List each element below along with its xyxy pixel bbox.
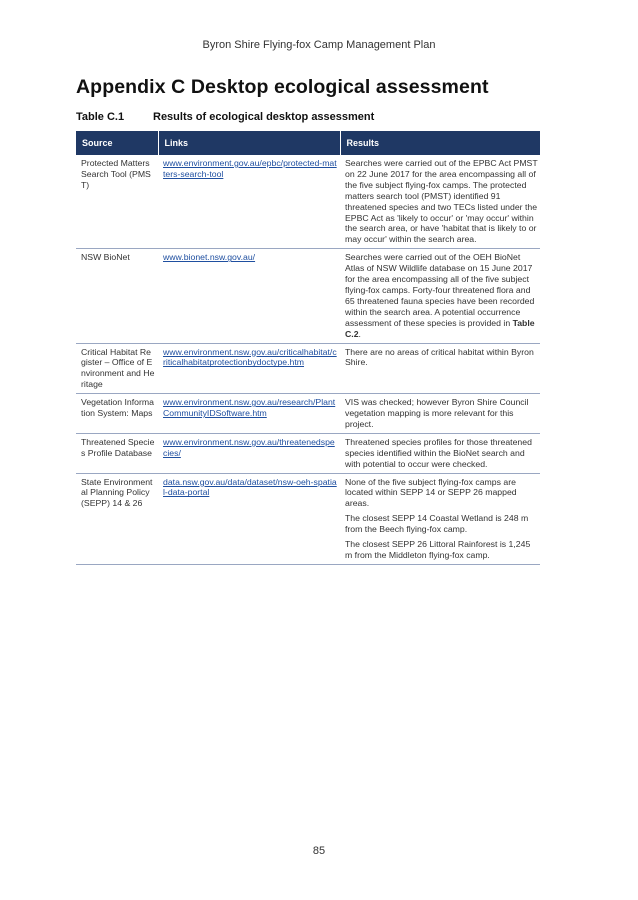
results-paragraph: Searches were carried out of the EPBC Act PMST on 22 June 2017 for the area encompassing all of the five subject flying-fox camps. The protected matters search tool (PMST) identified 91 threatened species and two TECs listed under the EPBC Act as 'likely to occur' or 'may occur' within the search area, or have 'habitat that is likely to or may occur' within the search area. bbox=[345, 158, 538, 245]
source-cell: NSW BioNet bbox=[76, 249, 158, 343]
results-cell bbox=[340, 394, 540, 434]
link-cell bbox=[158, 249, 340, 343]
link-cell bbox=[158, 394, 340, 434]
results-cell bbox=[340, 155, 540, 249]
table-row bbox=[76, 155, 540, 249]
results-text: Searches were carried out of the OEH BioNet Atlas of NSW Wildlife database on 15 June 2017 for the area encompassing all of the five subject flying-fox camps. Forty-four threatened flora and 65 threatened fauna species have been recorded within the search area. A potential occurrence assessment of these species is provided in bbox=[345, 252, 535, 328]
results-cell bbox=[340, 433, 540, 473]
table-row bbox=[76, 394, 540, 434]
link-cell bbox=[158, 473, 340, 564]
source-link[interactable]: www.environment.gov.au/epbc/protected-matters-search-tool bbox=[163, 158, 337, 179]
table-caption-title: Results of ecological desktop assessment bbox=[153, 111, 375, 123]
source-link[interactable]: www.bionet.nsw.gov.au/ bbox=[163, 252, 256, 263]
results-cell bbox=[340, 473, 540, 564]
table-row bbox=[76, 473, 540, 564]
source-cell: Protected Matters Search Tool (PMST) bbox=[76, 155, 158, 249]
link-cell bbox=[158, 433, 340, 473]
source-cell: Critical Habitat Register – Office of Environment and Heritage bbox=[76, 343, 158, 394]
source-cell: Threatened Species Profile Database bbox=[76, 433, 158, 473]
link-cell bbox=[158, 155, 340, 249]
table-header-row bbox=[76, 131, 540, 155]
results-table bbox=[76, 131, 540, 565]
appendix-title: Appendix C Desktop ecological assessment bbox=[76, 76, 489, 98]
results-cell bbox=[340, 249, 540, 343]
results-paragraph: None of the five subject flying-fox camps are located within SEPP 14 or SEPP 26 mapped areas. bbox=[345, 476, 517, 509]
results-cell bbox=[340, 343, 540, 394]
table-row bbox=[76, 433, 540, 473]
results-paragraph bbox=[345, 252, 538, 339]
results-paragraph: The closest SEPP 14 Coastal Wetland is 248 m from the Beech flying-fox camp. bbox=[345, 513, 529, 535]
table-caption-number: Table C.1 bbox=[76, 111, 125, 123]
column-header-source: Source bbox=[76, 131, 158, 155]
source-cell: State Environmental Planning Policy (SEPP) 14 & 26 bbox=[76, 473, 158, 564]
column-header-links: Links bbox=[158, 131, 340, 155]
table-row bbox=[76, 249, 540, 343]
column-header-results: Results bbox=[340, 131, 540, 155]
table-reference[interactable]: Table C.2 bbox=[345, 317, 535, 339]
source-cell: Vegetation Information System: Maps bbox=[76, 394, 158, 434]
results-paragraph: VIS was checked; however Byron Shire Council vegetation mapping is more relevant for this project. bbox=[345, 397, 529, 429]
results-paragraph: The closest SEPP 26 Littoral Rainforest is 1,245 m from the Middleton flying-fox camp. bbox=[345, 539, 531, 560]
source-link[interactable]: data.nsw.gov.au/data/dataset/nsw-oeh-spatial-data-portal bbox=[163, 476, 337, 498]
table-row bbox=[76, 343, 540, 394]
table-caption bbox=[76, 111, 374, 123]
results-text-end: . bbox=[358, 328, 361, 339]
results-paragraph: Threatened species profiles for those threatened species identified within the BioNet search and with potential to occur were checked. bbox=[345, 436, 532, 469]
page-number: 85 bbox=[312, 845, 326, 857]
running-header: Byron Shire Flying-fox Camp Management Plan bbox=[202, 39, 436, 51]
link-cell bbox=[158, 343, 340, 394]
source-link[interactable]: www.environment.nsw.gov.au/threatenedspecies/ bbox=[163, 436, 335, 458]
source-link[interactable]: www.environment.nsw.gov.au/criticalhabitat/criticalhabitatprotectionbydoctype.htm bbox=[163, 346, 337, 368]
results-paragraph: There are no areas of critical habitat within Byron Shire. bbox=[345, 346, 534, 368]
source-link[interactable]: www.environment.nsw.gov.au/research/PlantCommunityIDSoftware.htm bbox=[163, 397, 336, 419]
